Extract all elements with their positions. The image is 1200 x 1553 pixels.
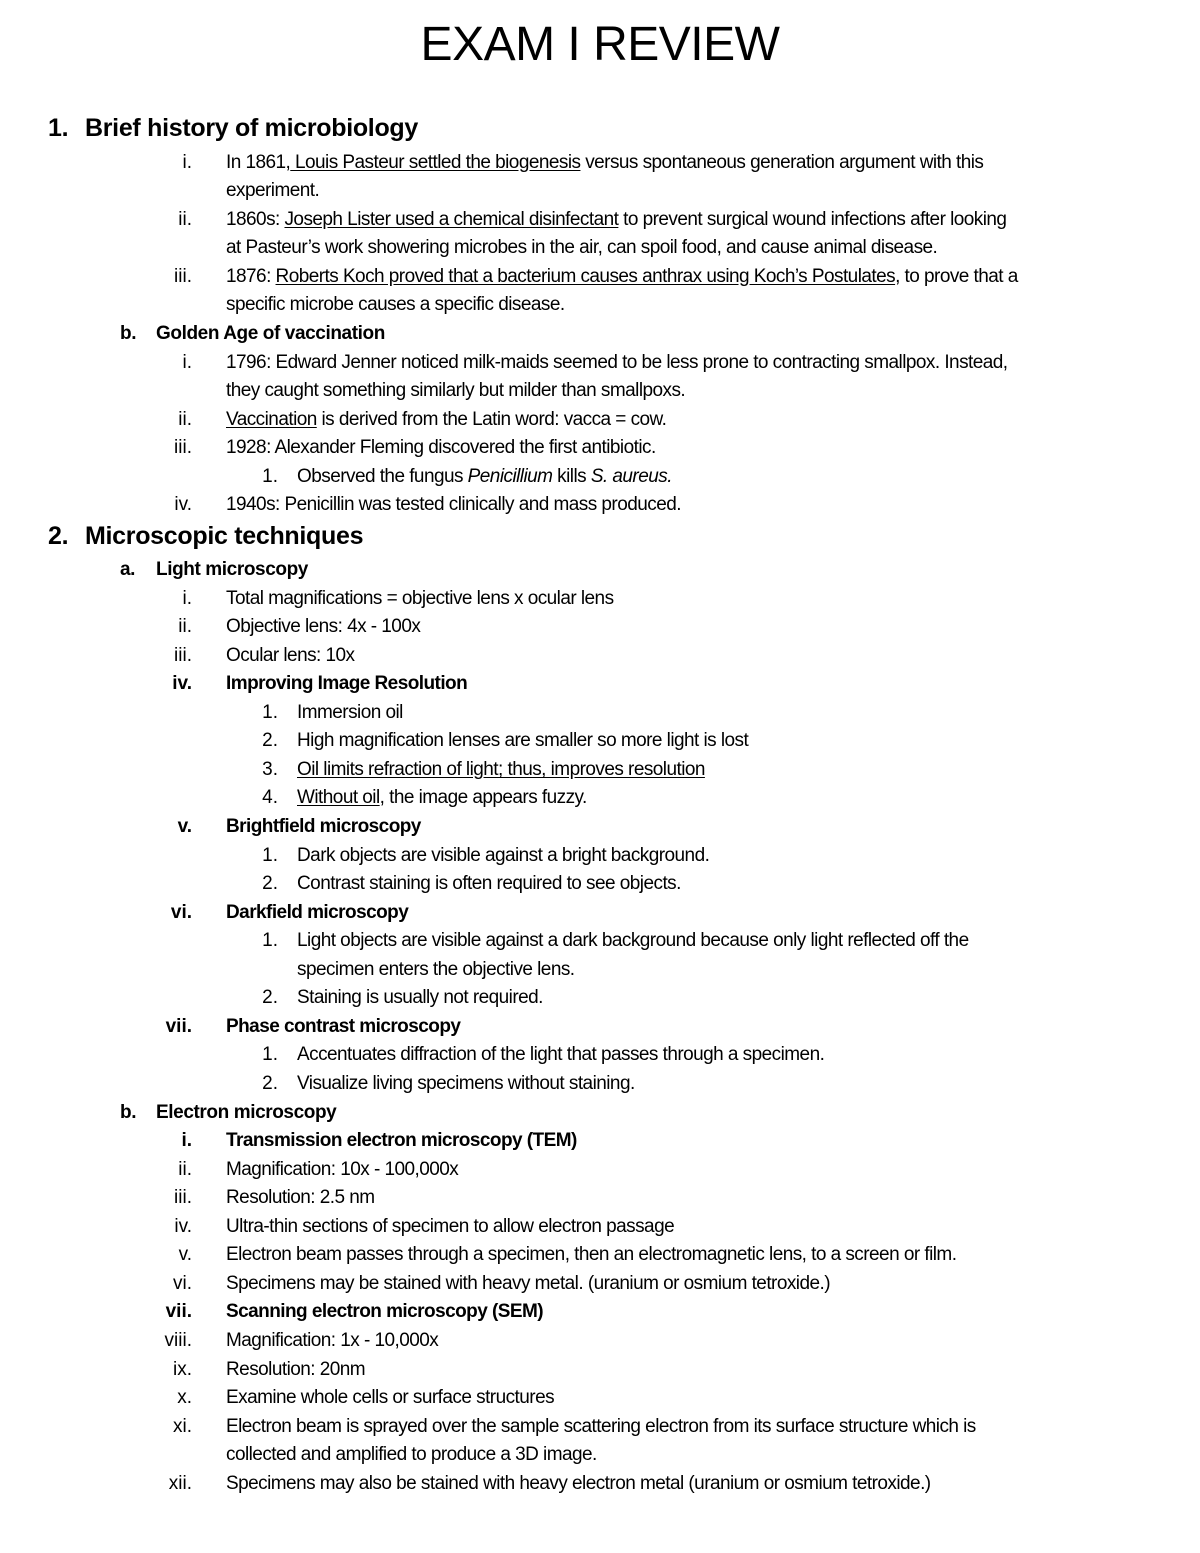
heading-text: Light microscopy [156,559,308,580]
underlined-text: Without oil [297,787,380,808]
list-marker: x. [177,1387,192,1408]
list-marker: xi. [173,1416,192,1437]
list-marker: i. [182,152,192,173]
item-text: Total magnifications = objective lens x ocular lens [226,588,614,609]
item-text: Objective lens: 4x - 100x [226,616,421,637]
text-run: In 1861, [226,152,291,173]
list-marker: vii. [165,1016,192,1037]
item-text: specific microbe causes a specific disease. [226,294,565,315]
heading-text: Golden Age of vaccination [156,323,385,344]
list-marker: ii. [178,209,192,230]
heading-text: Electron microscopy [156,1102,337,1123]
list-marker: vii. [165,1301,192,1322]
text-run: to prevent surgical wound infections after looking [618,209,1007,230]
text-run: , to prove that a [895,266,1018,287]
text-run: Observed the fungus [297,466,468,487]
list-marker: i. [182,588,192,609]
list-marker: 2. [262,987,278,1008]
underlined-text: Oil limits refraction of light; thus, improves resolution [297,759,705,780]
item-text: Improving Image Resolution [226,673,468,694]
item-text: Specimens may be stained with heavy metal. (uranium or osmium tetroxide.) [226,1273,831,1294]
item-text: at Pasteur’s work showering microbes in the air, can spoil food, and cause animal disease. [226,237,938,258]
list-marker: iv. [174,1216,192,1237]
item-text: 1928: Alexander Fleming discovered the first antibiotic. [226,437,656,458]
list-marker: vi. [173,1273,192,1294]
list-marker: 3. [262,759,278,780]
item-text: Accentuates diffraction of the light that passes through a specimen. [297,1044,825,1065]
text-run: 1860s: [226,209,285,230]
item-text: they caught something similarly but milder than smallpoxs. [226,380,686,401]
item-text: Dark objects are visible against a bright background. [297,845,710,866]
list-marker: vi. [170,902,192,923]
list-marker: viii. [164,1330,192,1351]
item-text: Contrast staining is often required to see objects. [297,873,681,894]
item-text: collected and amplified to produce a 3D image. [226,1444,597,1465]
item-text: 1796: Edward Jenner noticed milk-maids seemed to be less prone to contracting smallpox. Instead, [226,352,1008,373]
list-marker: xii. [168,1473,192,1494]
item-text: Light objects are visible against a dark background because only light reflected off the [297,930,969,951]
item-text: Ultra-thin sections of specimen to allow electron passage [226,1216,675,1237]
item-text: specimen enters the objective lens. [297,959,575,980]
underlined-text: Joseph Lister used a chemical disinfectant [284,209,619,230]
item-text [226,406,666,435]
list-marker: 1. [262,845,278,866]
list-marker: ii. [178,1159,192,1180]
heading-text: Microscopic techniques [85,522,364,550]
item-text: Resolution: 2.5 nm [226,1187,375,1208]
page-title: EXAM I REVIEW [420,18,780,71]
list-marker: b. [120,1102,137,1123]
list-marker: i. [182,352,192,373]
list-marker: v. [177,816,192,837]
item-text: Brightfield microscopy [226,816,421,837]
item-text: Resolution: 20nm [226,1359,366,1380]
item-text: Visualize living specimens without staining. [297,1073,635,1094]
list-marker: 1. [262,1044,278,1065]
list-marker: 4. [262,787,278,808]
list-marker: 2. [262,1073,278,1094]
list-marker: 1. [48,114,69,142]
text-run: kills [552,466,591,487]
list-marker: ii. [178,409,192,430]
list-marker: iii. [174,437,192,458]
item-text: 1940s: Penicillin was tested clinically and mass produced. [226,494,681,515]
item-text: Scanning electron microscopy (SEM) [226,1301,544,1322]
list-marker: i. [181,1130,192,1151]
item-text: Magnification: 1x - 10,000x [226,1330,439,1351]
text-run: is derived from the Latin word: vacca = cow. [316,409,667,430]
italic-text: Penicillium [467,466,553,487]
list-marker: iv. [174,494,192,515]
list-marker: 2. [262,730,278,751]
list-marker: iii. [174,266,192,287]
item-text [297,784,587,813]
item-text [226,206,1006,235]
list-marker: iii. [174,645,192,666]
item-text: High magnification lenses are smaller so more light is lost [297,730,749,751]
list-marker: ii. [178,616,192,637]
list-marker: a. [120,559,136,580]
item-text: Ocular lens: 10x [226,645,355,666]
item-text: Electron beam passes through a specimen, then an electromagnetic lens, to a screen or film. [226,1244,957,1265]
text-run: versus spontaneous generation argument with this [580,152,984,173]
item-text: Magnification: 10x - 100,000x [226,1159,459,1180]
item-text: experiment. [226,180,320,201]
item-text: Phase contrast microscopy [226,1016,461,1037]
list-marker: 1. [262,466,278,487]
item-text: Darkfield microscopy [226,902,409,923]
underlined-text: Roberts Koch proved that a bacterium causes anthrax using Koch’s Postulates [275,266,896,287]
item-text: Transmission electron microscopy (TEM) [226,1130,577,1151]
list-marker: 1. [262,930,278,951]
item-text: Examine whole cells or surface structures [226,1387,555,1408]
item-text [297,463,672,492]
underlined-text: Vaccination [226,409,317,430]
item-text: Electron beam is sprayed over the sample scattering electron from its surface structure which is [226,1416,976,1437]
item-text: Immersion oil [297,702,403,723]
list-marker: 2. [48,522,69,550]
list-marker: 1. [262,702,278,723]
list-marker: b. [120,323,137,344]
text-run: , the image appears fuzzy. [379,787,587,808]
list-marker: v. [178,1244,192,1265]
item-text: Staining is usually not required. [297,987,543,1008]
underlined-text: Louis Pasteur settled the biogenesis [290,152,581,173]
list-marker: 2. [262,873,278,894]
heading-text: Brief history of microbiology [85,114,418,142]
list-marker: iv. [172,673,192,694]
item-text [226,263,1018,292]
item-text [226,149,983,178]
italic-text: S. aureus. [590,466,672,487]
item-text: Specimens may also be stained with heavy electron metal (uranium or osmium tetroxide.) [226,1473,931,1494]
list-marker: iii. [174,1187,192,1208]
list-marker: ix. [173,1359,192,1380]
text-run: 1876: [226,266,276,287]
